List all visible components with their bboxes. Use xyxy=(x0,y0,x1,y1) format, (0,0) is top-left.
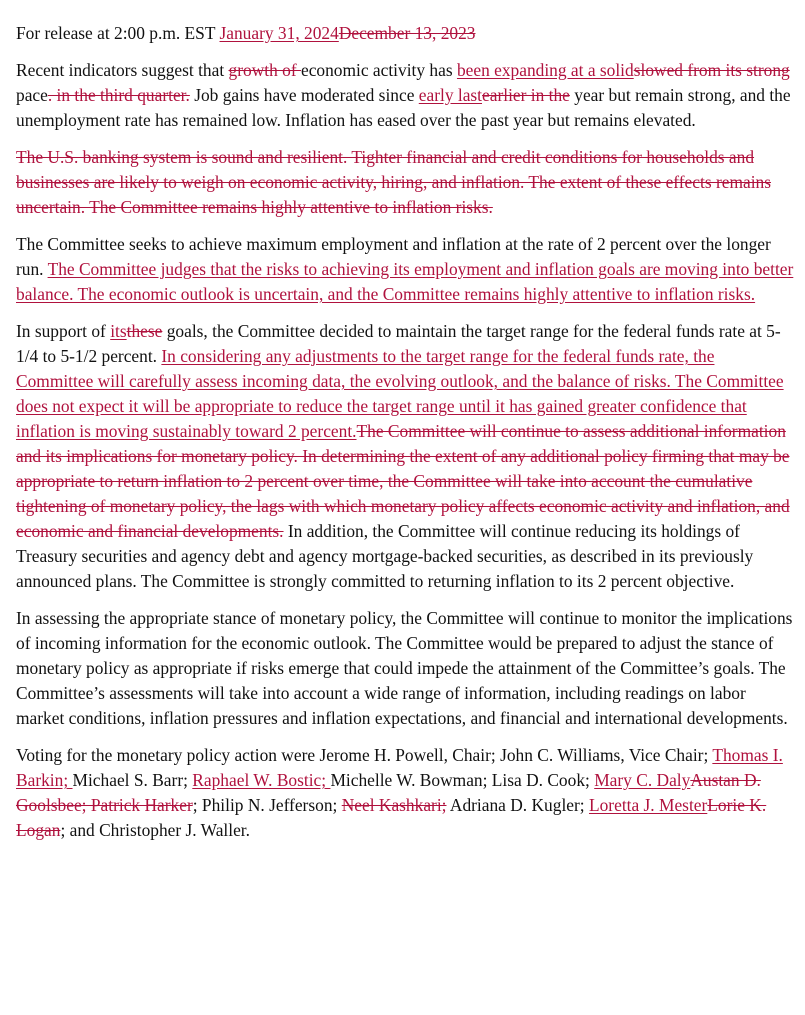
text-run: Michelle W. Bowman; Lisa D. Cook; xyxy=(330,770,595,790)
paragraph-voting-members xyxy=(16,743,795,843)
release-line xyxy=(16,21,795,46)
text-run: Adriana D. Kugler; xyxy=(446,795,589,815)
paragraph-banking-system-deleted xyxy=(16,145,795,220)
text-run: economic activity has xyxy=(300,60,457,80)
deleted-text: The Committee will continue to assess additional information and its implications for monetary policy. In determining the extent of any additional policy firming that may be appropriate to return inflation to 2 percent over time, the Committee will take into account the cumulative tightening of monetary policy, the lags with which monetary policy affects economic activity and inflation, and economic and financial developments. xyxy=(16,421,790,541)
deleted-text: Lorie K. Logan xyxy=(16,795,767,840)
deleted-text: slowed from its strong xyxy=(633,60,790,80)
text-run: For release at 2:00 p.m. EST xyxy=(16,23,220,43)
paragraph-economic-activity xyxy=(16,58,795,133)
inserted-text: Loretta J. Mester xyxy=(588,795,708,815)
inserted-text: been expanding at a solid xyxy=(456,60,634,80)
text-run: Job gains have moderated since xyxy=(189,85,419,105)
deleted-text: The U.S. banking system is sound and resilient. Tighter financial and credit conditions for households and businesses are likely to weigh on economic activity, hiring, and inflation. The extent of these effects remains uncertain. The Committee remains highly attentive to inflation risks. xyxy=(16,147,771,217)
text-run: In addition, the Committee will continue reducing its holdings of Treasury securities and agency debt and agency mortgage-backed securities, as described in its previously announced plans. The Committee is strongly committed to returning inflation to its 2 percent objective. xyxy=(16,521,754,591)
text-run: Recent indicators suggest that xyxy=(16,60,229,80)
paragraph-monetary-policy-stance xyxy=(16,606,795,731)
deleted-text: Neel Kashkari; xyxy=(341,795,447,815)
text-run: Voting for the monetary policy action were Jerome H. Powell, Chair; John C. Williams, Vice Chair; xyxy=(16,745,713,765)
deleted-text: . in the third quarter. xyxy=(47,85,190,105)
deleted-text: growth of xyxy=(228,60,301,80)
text-run: The Committee seeks to achieve maximum employment and inflation at the rate of 2 percent over the longer run. xyxy=(16,234,771,279)
deleted-text: earlier in the xyxy=(482,85,570,105)
inserted-text: Thomas I. Barkin; xyxy=(16,745,783,790)
inserted-text: Mary C. Daly xyxy=(594,770,691,790)
inserted-text: Raphael W. Bostic; xyxy=(192,770,331,790)
deleted-text: Austan D. Goolsbee; Patrick Harker xyxy=(16,770,761,815)
inserted-text: its xyxy=(110,321,127,341)
text-run: ; and Christopher J. Waller. xyxy=(60,820,250,840)
deleted-text: these xyxy=(126,321,163,341)
inserted-text: early last xyxy=(418,85,483,105)
text-run: ; Philip N. Jefferson; xyxy=(192,795,342,815)
text-run: year but remain strong, and the unemployment rate has remained low. Inflation has eased over the past year but remains elevated. xyxy=(16,85,791,130)
inserted-text: The Committee judges that the risks to achieving its employment and inflation goals are moving into better balance. The economic outlook is uncertain, and the Committee remains highly attentive to inflation risks. xyxy=(16,259,794,304)
paragraph-committee-goals xyxy=(16,232,795,307)
text-run: goals, the Committee decided to maintain the target range for the federal funds rate at 5-1/4 to 5-1/2 percent. xyxy=(16,321,781,366)
text-run: pace xyxy=(16,85,48,105)
paragraph-policy-decision xyxy=(16,319,795,594)
deleted-text: December 13, 2023 xyxy=(338,23,476,43)
inserted-text: January 31, 2024 xyxy=(219,23,339,43)
text-run: In support of xyxy=(16,321,111,341)
text-run: In assessing the appropriate stance of monetary policy, the Committee will continue to monitor the implications of incoming information for the economic outlook. The Committee would be prepared to adjust the stance of monetary policy as appropriate if risks emerge that could impede the attainment of the Committee’s goals. The Committee’s assessments will take into account a wide range of information, including readings on labor market conditions, inflation pressures and inflation expectations, and financial and international developments. xyxy=(16,608,793,728)
text-run: Michael S. Barr; xyxy=(72,770,193,790)
inserted-text: In considering any adjustments to the target range for the federal funds rate, the Committee will carefully assess incoming data, the evolving outlook, and the balance of risks. The Committee does not expect it will be appropriate to reduce the target range until it has gained greater confidence that inflation is moving sustainably toward 2 percent. xyxy=(16,346,784,441)
